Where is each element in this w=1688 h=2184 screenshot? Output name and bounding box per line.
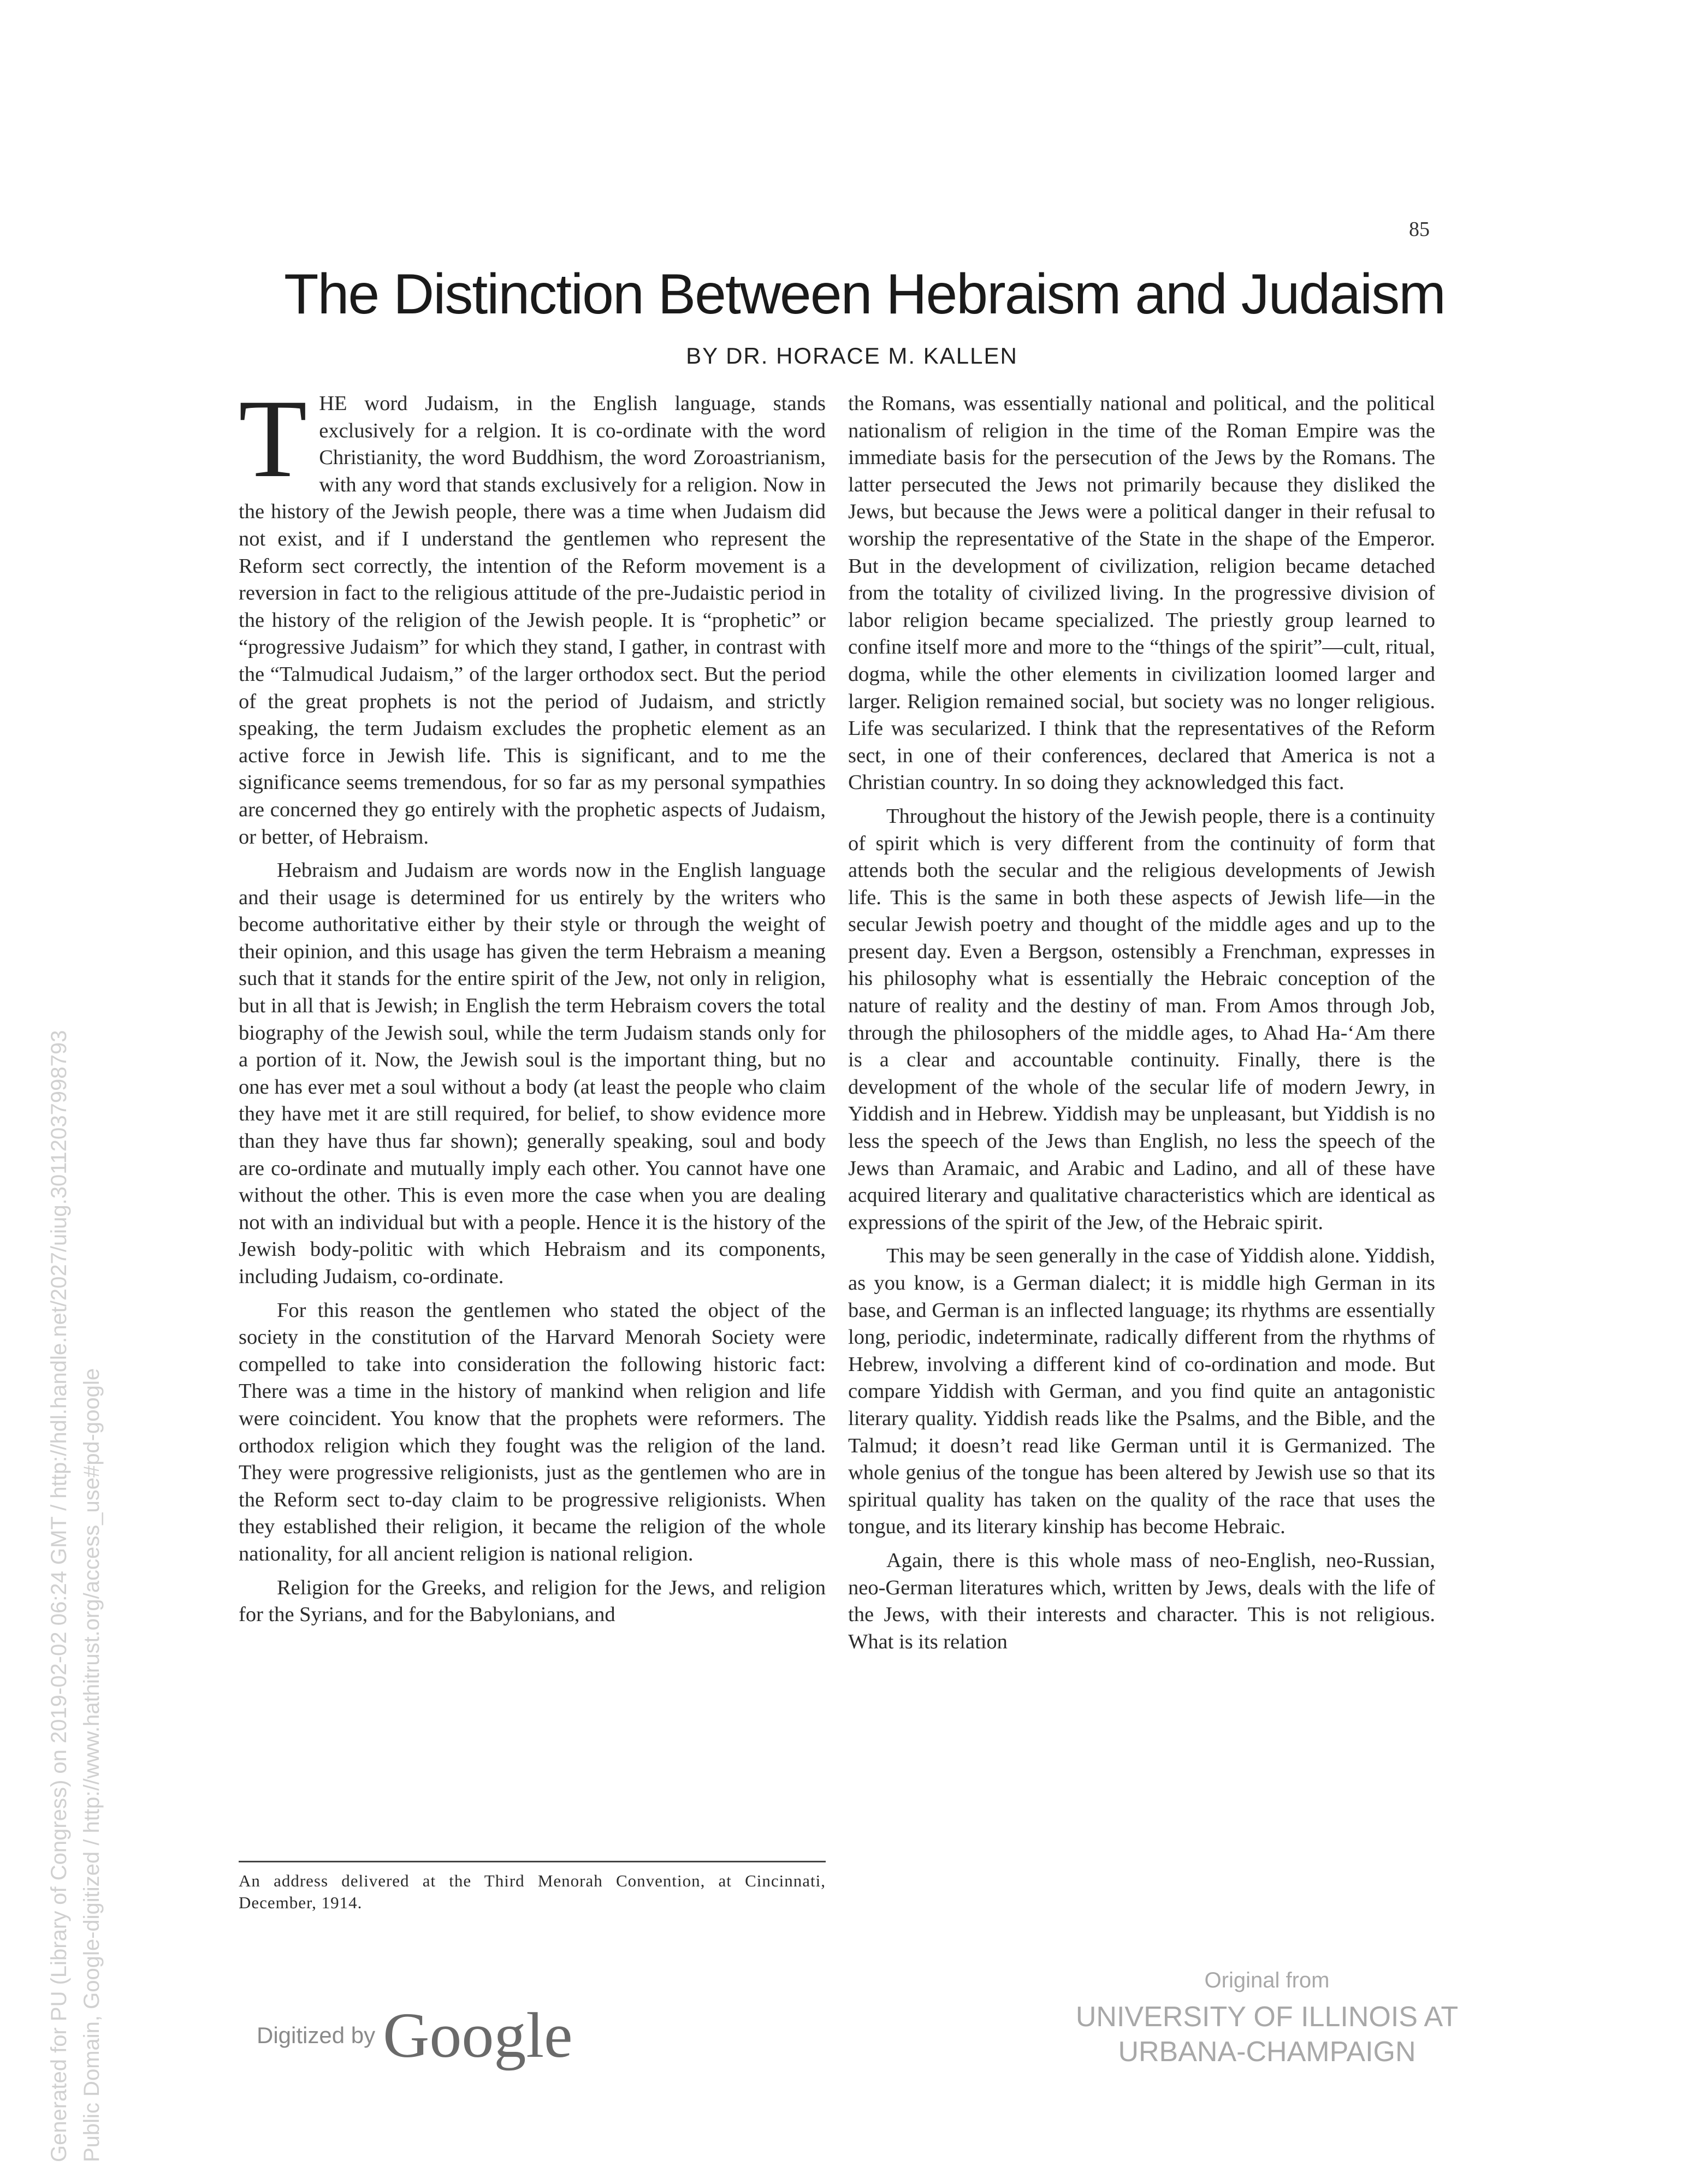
byline: BY DR. HORACE M. KALLEN (686, 343, 1018, 369)
institution-line-2: URBANA-CHAMPAIGN (1118, 2036, 1416, 2068)
paragraph: the Romans, was essentially national and political, and the political nationalism of religion in the time of the Roman Empire was the immediate basis for the persecution of the Jews by the Romans. The latter persecuted the Jews not primarily because they disliked the Jews, but because the Jews were a political danger in their refusal to worship the representative of the State in the shape of the Emperor. But in the development of civilization, religion became detached from the totality of civilized living. In the progressive division of labor religion became specialized. The priestly group learned to confine itself more and more to the “things of the spirit”—cult, ritual, dogma, while the other elements in civilization loomed larger and larger. Religion remained social, but society was no longer religious. Life was secularized. I think that the representatives of the Reform sect, in one of their conferences, declared that America is not a Christian country. In so doing they acknowledged this fact. (848, 392, 1435, 794)
footnote: An address delivered at the Third Menorah Convention, at Cincinnati, December, 1914. (239, 1861, 826, 1914)
right-column (848, 390, 1435, 1662)
sidebar-stamp (43, 87, 108, 2162)
original-from-label: Original from (1204, 1968, 1330, 1992)
sidebar-line-1: Generated for PU (Library of Congress) on 2019-02-02 06:24 GMT / http://hdl.handle.net/2027/uiug.30112037998793 (47, 1030, 71, 2162)
digitized-by-label: Digitized by (257, 2022, 376, 2048)
institution-line-1: UNIVERSITY OF ILLINOIS AT (1075, 2001, 1459, 2033)
paragraph: Religion for the Greeks, and religion for the Jews, and religion for the Syrians, and for the Babylonians, and (239, 1576, 826, 1627)
digitized-by-watermark (257, 1998, 572, 2073)
google-logo: Google (383, 1999, 573, 2071)
left-column (239, 377, 826, 1635)
paragraph: Again, there is this whole mass of neo-English, neo-Russian, neo-German literatures which, written by Jews, deals with the life of the Jews, with their interests and character. This is not religious. What is its relation (848, 1548, 1435, 1653)
original-from-watermark (1049, 1968, 1485, 2069)
sidebar-line-2: Public Domain, Google-digitized / http://www.hathitrust.org/access_use#pd-google (80, 1368, 104, 2162)
drop-cap: T (239, 377, 307, 501)
paragraph-text: HE word Judaism, in the English language, stands exclusively for a relgion. It is co-ordinate with the word Christianity, the word Buddhism, the word Zoroastrianism, with any word that stands exclusively for a religion. Now in the history of the Jewish people, there was a time when Judaism did not exist, and if I understand the gentlemen who represent the Reform sect correctly, the intention of the Reform movement is a reversion in fact to the religious attitude of the pre-Judaistic period in the history of the religion of the Jewish people. It is “prophetic” or “progressive Judaism” for which they stand, I gather, in contrast with the “Talmudical Judaism,” of the larger orthodox sect. But the period of the great prophets is not the period of Judaism, and strictly speaking, the term Judaism excludes the prophetic element as an active force in Jewish life. This is significant, and to me the significance seems tremendous, for so far as my personal sympathies are concerned they go entirely with the prophetic aspects of Judaism, or better, of Hebraism. (239, 392, 826, 848)
paragraph: For this reason the gentlemen who stated the object of the society in the constitution of the Harvard Menorah Society were compelled to take into consideration the following historic fact: There was a time in the history of mankind when religion and life were coincident. You know that the prophets were reformers. The orthodox religion which they fought was the religion of the land. They were progressive religionists, just as the gentlemen who are in the Reform sect to-day claim to be progressive religionists. When they established their religion, it became the religion of the whole nationality, for all ancient religion is national religion. (239, 1298, 826, 1565)
article-title: The Distinction Between Hebraism and Judaism (284, 263, 1445, 326)
paragraph: Throughout the history of the Jewish people, there is a continuity of spirit which is very different from the continuity of form that attends both the secular and the religious developments of Jewish life. This is the same in both these aspects of Jewish life—in the secular Jewish poetry and thought of the middle ages and up to the present day. Even a Bergson, ostensibly a Frenchman, expresses in his philosophy what is essentially the Hebraic conception of the nature of reality and the destiny of man. From Amos through Job, through the philosophers of the middle ages, to Ahad Ha-‘Am there is a clear and accountable continuity. Finally, there is the development of the whole of the secular life of modern Jewry, in Yiddish and in Hebrew. Yiddish may be unpleasant, but Yiddish is no less the speech of the Jews than English, no less the speech of the Jews than Aramaic, and Arabic and Ladino, and all of these have acquired literary and qualitative characteristics which are identical as expressions of the spirit of the Jew, of the Hebraic spirit. (848, 804, 1435, 1234)
paragraph: This may be seen generally in the case of Yiddish alone. Yiddish, as you know, is a German dialect; it is middle high German in its base, and German is an inflected language; its rhythms are essentially long, periodic, indeterminate, radically different from the rhythms of Hebrew, involving a different kind of co-ordination and mode. But compare Yiddish with German, and you find quite an antagonistic literary quality. Yiddish reads like the Psalms, and the Bible, and the Talmud; it doesn’t read like German until it is Germanized. The whole genius of the tongue has been altered by Jewish use so that its spiritual quality has taken on the quality of the race that uses the tongue, and its literary kinship has become Hebraic. (848, 1244, 1435, 1539)
paragraph: Hebraism and Judaism are words now in the English language and their usage is determined for us entirely by the writers who become authoritative either by their style or through the weight of their opinion, and this usage has given the term Hebraism a meaning such that it stands for the entire spirit of the Jew, not only in religion, but in all that is Jewish; in English the term Hebraism covers the total biography of the Jewish soul, while the term Judaism stands only for a portion of it. Now, the Jewish soul is the important thing, but no one has ever met a soul without a body (at least the people who claim they have met it are still required, for belief, to show evidence more than they have thus far shown); generally speaking, soul and body are co-ordinate and mutually imply each other. You cannot have one without the other. This is even more the case when you are dealing not with an individual but with a people. Hence it is the history of the Jewish body-politic with which Hebraism and its components, including Judaism, co-ordinate. (239, 859, 826, 1288)
page-number: 85 (1409, 218, 1430, 241)
paragraph (239, 377, 826, 851)
